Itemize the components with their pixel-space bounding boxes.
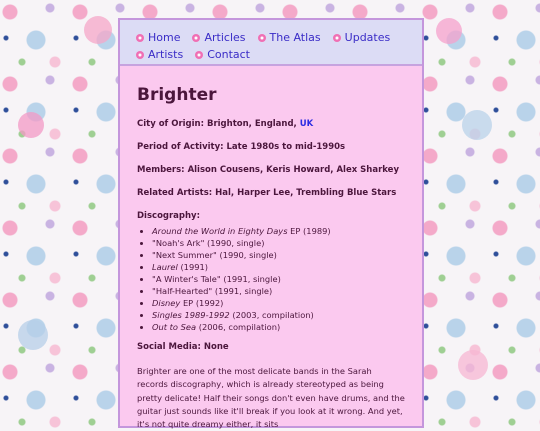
floral-decoration xyxy=(436,18,462,44)
discography-title: Laurel xyxy=(152,262,178,272)
discography-detail: EP (1989) xyxy=(290,226,331,236)
discography-title: "Next Summer" xyxy=(152,250,217,260)
nav-home-label: Home xyxy=(148,31,181,44)
nav-articles-label: Articles xyxy=(204,31,246,44)
discography-item xyxy=(152,226,405,236)
discography-item xyxy=(152,322,405,332)
main-panel xyxy=(118,18,424,428)
nav-the-atlas-label: The Atlas xyxy=(269,31,321,44)
article-content xyxy=(120,66,422,431)
members xyxy=(137,165,405,175)
members-value: Alison Cousens, Keris Howard, Alex Sharkey xyxy=(187,165,399,175)
floral-decoration xyxy=(18,320,48,350)
flower-icon xyxy=(258,34,266,42)
city-of-origin-value: Brighton, England, xyxy=(206,119,297,129)
discography-detail: (1990, single) xyxy=(207,238,265,248)
related-artists xyxy=(137,188,405,198)
social-media xyxy=(137,342,405,352)
discography-item xyxy=(152,286,405,296)
period-label: Period of Activity: xyxy=(137,142,224,152)
discography-title: "A Winter's Tale" xyxy=(152,274,221,284)
discography-title: Out to Sea xyxy=(152,322,197,332)
discography-title: Around the World in Eighty Days xyxy=(152,226,288,236)
flower-icon xyxy=(195,51,203,59)
nav-contact[interactable] xyxy=(195,48,250,61)
flower-icon xyxy=(136,34,144,42)
social-label: Social Media: xyxy=(137,342,201,352)
city-of-origin xyxy=(137,119,405,129)
discography-detail: (1991, single) xyxy=(223,274,281,284)
discography-item xyxy=(152,298,405,308)
discography-detail: (2006, compilation) xyxy=(198,322,281,332)
discography-title: "Half-Hearted" xyxy=(152,286,213,296)
discography-label: Discography: xyxy=(137,211,200,221)
nav-updates-label: Updates xyxy=(344,31,391,44)
flower-icon xyxy=(192,34,200,42)
discography-title: Singles 1989-1992 xyxy=(152,310,230,320)
nav-row xyxy=(136,29,410,46)
city-of-origin-label: City of Origin: xyxy=(137,119,204,129)
nav-articles[interactable] xyxy=(192,31,245,44)
discography-title: Disney xyxy=(152,298,181,308)
discography-list xyxy=(137,226,405,332)
discography-detail: (1991) xyxy=(180,262,209,272)
discography-detail: (1991, single) xyxy=(214,286,273,296)
discography xyxy=(137,211,405,332)
discography-item xyxy=(152,310,405,320)
nav-artists[interactable] xyxy=(136,48,183,61)
discography-item xyxy=(152,238,405,248)
discography-detail: (1990, single) xyxy=(219,250,277,260)
period-of-activity xyxy=(137,142,405,152)
floral-decoration xyxy=(84,16,112,44)
discography-item xyxy=(152,250,405,260)
members-label: Members: xyxy=(137,165,185,175)
discography-detail: EP (1992) xyxy=(182,298,224,308)
period-value: Late 1980s to mid-1990s xyxy=(226,142,346,152)
discography-title: "Noah's Ark" xyxy=(152,238,205,248)
related-label: Related Artists: xyxy=(137,188,213,198)
flower-icon xyxy=(136,51,144,59)
page-title: Brighter xyxy=(137,85,217,105)
floral-decoration xyxy=(462,110,492,140)
discography-item xyxy=(152,274,405,284)
country-link[interactable]: UK xyxy=(299,119,314,129)
nav-row xyxy=(136,46,410,63)
discography-detail: (2003, compilation) xyxy=(232,310,314,320)
description: Brighter are one of the most delicate bands in the Sarah records discography, which is already stereotyped as being pretty delicate! Half their songs don't even have drums, and the guitar just sounds like it'll break if you look at it wrong. And yet, it's not quite dreamy either, it sits xyxy=(137,366,405,430)
social-value: None xyxy=(203,342,229,352)
nav-the-atlas[interactable] xyxy=(258,31,321,44)
floral-decoration xyxy=(18,112,44,138)
nav-contact-label: Contact xyxy=(207,48,250,61)
related-value: Hal, Harper Lee, Trembling Blue Stars xyxy=(215,188,397,198)
floral-decoration xyxy=(458,350,488,380)
discography-item xyxy=(152,262,405,272)
nav-artists-label: Artists xyxy=(148,48,184,61)
nav-updates[interactable] xyxy=(333,31,391,44)
flower-icon xyxy=(333,34,341,42)
nav-home[interactable] xyxy=(136,31,180,44)
navigation-bar xyxy=(120,20,422,66)
